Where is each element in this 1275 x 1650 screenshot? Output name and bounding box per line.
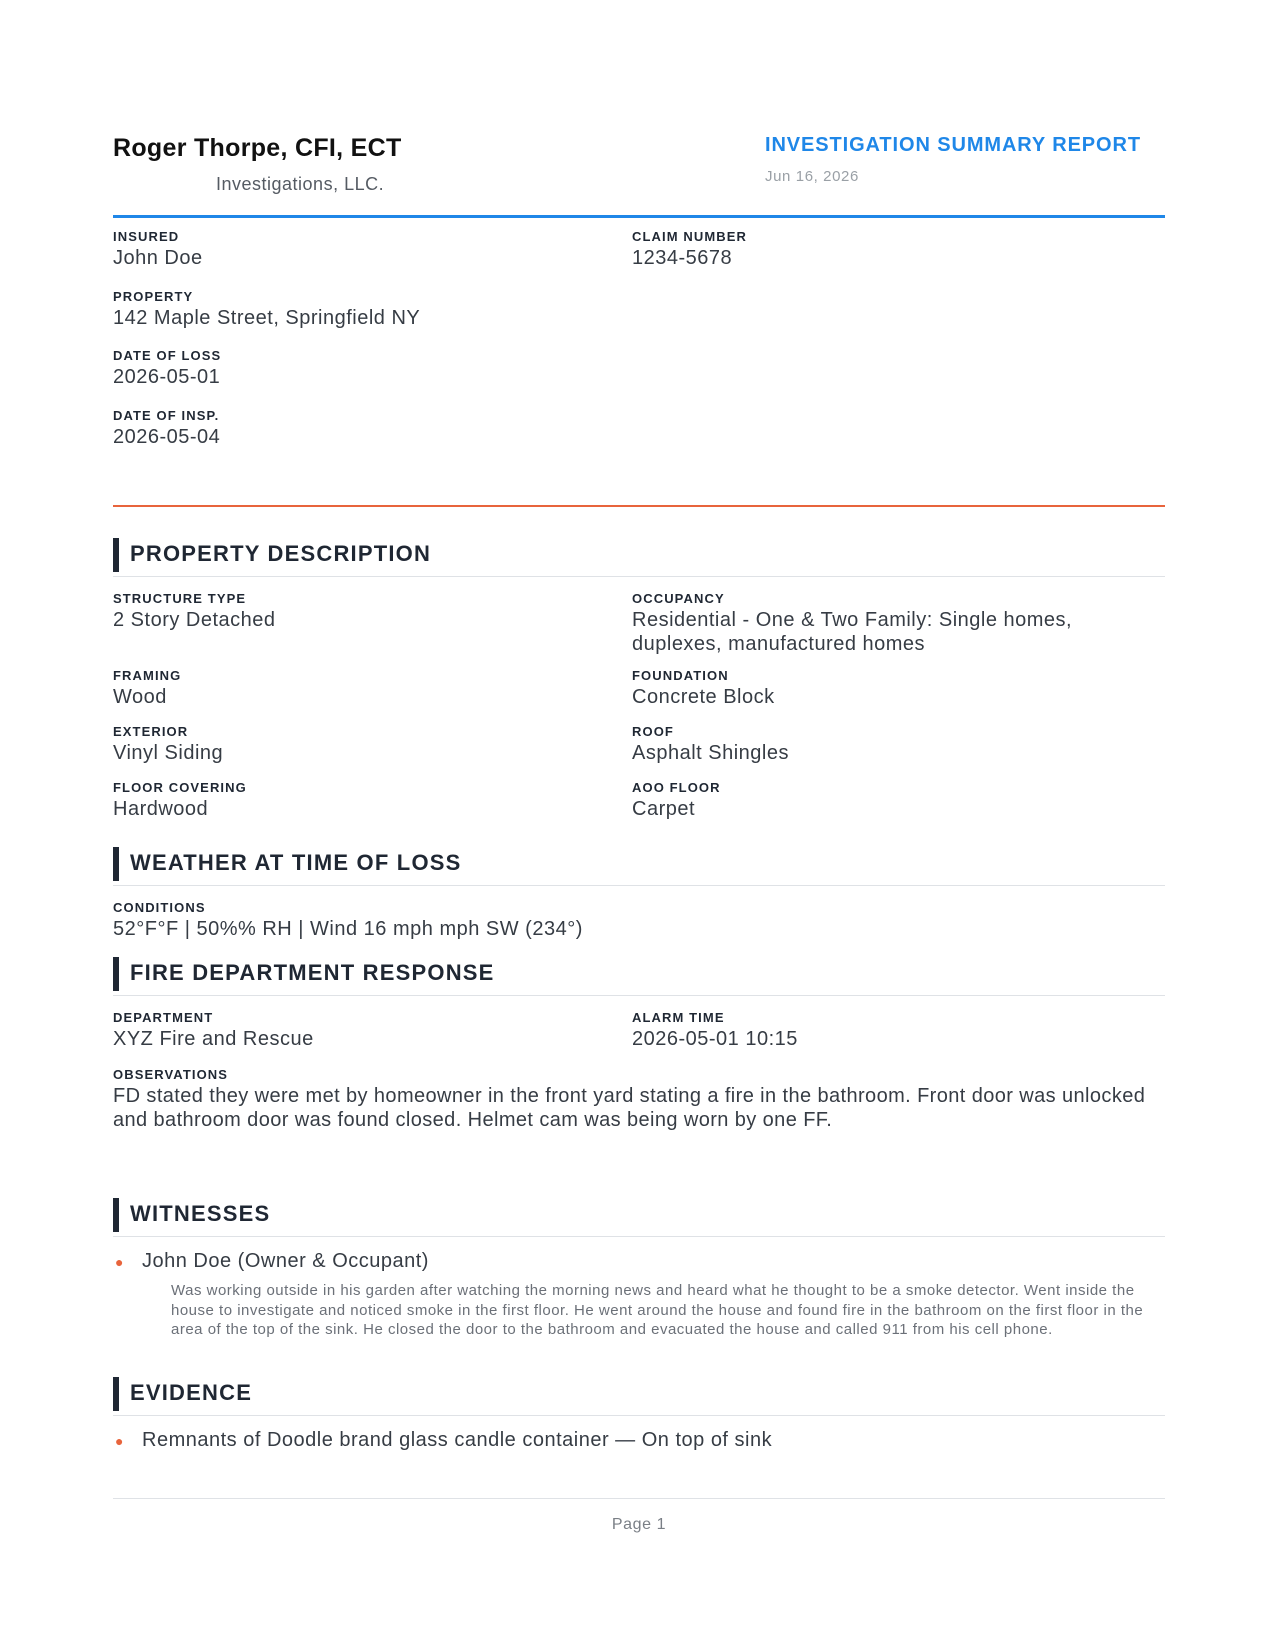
claim-number-label: CLAIM NUMBER: [632, 229, 748, 244]
date-of-insp-field: [113, 408, 220, 449]
foundation-value: Concrete Block: [632, 686, 775, 708]
heading-bar: [113, 1377, 119, 1411]
claim-number-value: 1234-5678: [632, 247, 733, 269]
heading-text: PROPERTY DESCRIPTION: [130, 541, 432, 566]
witnesses-heading: [113, 1194, 1165, 1237]
exterior-field: [113, 724, 223, 765]
conditions-field: [113, 900, 583, 941]
witness-statement: Was working outside in his garden after watching the morning news and heard what he thought to be a smoke detector. Went inside the house to investigate and noticed smoke in the first floor. He went around the house and found fire in the bathroom on the first floor in the area of the top of the sink. He closed the door to the bathroom and evacuated the house and called 911 from his cell phone.: [171, 1282, 1144, 1338]
aoo-floor-label: AOO FLOOR: [632, 780, 721, 795]
aoo-floor-value: Carpet: [632, 798, 696, 820]
fire-department-heading: [113, 953, 1165, 996]
exterior-value: Vinyl Siding: [113, 742, 224, 764]
foundation-field: [632, 668, 775, 709]
floor-covering-field: [113, 780, 247, 821]
conditions-value: 52°F°F | 50%% RH | Wind 16 mph mph SW (234°): [113, 918, 583, 940]
structure-type-field: [113, 591, 276, 632]
occupancy-value: Residential - One & Two Family: Single homes, duplexes, manufactured homes: [632, 609, 1073, 655]
structure-type-value: 2 Story Detached: [113, 609, 276, 631]
observations-field: [113, 1067, 1165, 1132]
alarm-time-value: 2026-05-01 10:15: [632, 1028, 798, 1050]
conditions-label: CONDITIONS: [113, 900, 206, 915]
department-field: [113, 1010, 314, 1051]
property-description-heading: [113, 534, 1165, 577]
header-divider: [113, 215, 1165, 218]
framing-value: Wood: [113, 686, 167, 708]
claim-number-field: [632, 229, 747, 270]
company-name: Investigations, LLC.: [216, 174, 385, 194]
report-title: INVESTIGATION SUMMARY REPORT: [765, 134, 1141, 156]
observations-label: OBSERVATIONS: [113, 1067, 229, 1082]
section-divider: [113, 505, 1165, 507]
insured-label: INSURED: [113, 229, 180, 244]
floor-covering-value: Hardwood: [113, 798, 209, 820]
date-of-insp-label: DATE OF INSP.: [113, 408, 220, 423]
roof-value: Asphalt Shingles: [632, 742, 789, 764]
date-of-loss-label: DATE OF LOSS: [113, 348, 222, 363]
date-of-insp-value: 2026-05-04: [113, 426, 221, 448]
framing-label: FRAMING: [113, 668, 182, 683]
date-of-loss-value: 2026-05-01: [113, 366, 221, 388]
alarm-time-field: [632, 1010, 798, 1051]
floor-covering-label: FLOOR COVERING: [113, 780, 247, 795]
department-value: XYZ Fire and Rescue: [113, 1028, 314, 1050]
heading-text: WITNESSES: [130, 1201, 271, 1226]
structure-type-label: STRUCTURE TYPE: [113, 591, 247, 606]
heading-bar: [113, 1198, 119, 1232]
department-label: DEPARTMENT: [113, 1010, 214, 1025]
roof-field: [632, 724, 789, 765]
heading-bar: [113, 538, 119, 572]
property-value: 142 Maple Street, Springfield NY: [113, 307, 421, 329]
heading-text: WEATHER AT TIME OF LOSS: [130, 850, 462, 875]
occupancy-label: OCCUPANCY: [632, 591, 725, 606]
insured-value: John Doe: [113, 247, 203, 269]
exterior-label: EXTERIOR: [113, 724, 189, 739]
roof-label: ROOF: [632, 724, 674, 739]
insured-field: [113, 229, 203, 270]
footer-divider: [113, 1498, 1165, 1499]
heading-text: EVIDENCE: [130, 1380, 253, 1405]
alarm-time-label: ALARM TIME: [632, 1010, 725, 1025]
page-number: Page 1: [611, 1516, 667, 1533]
weather-heading: [113, 843, 1165, 886]
date-of-loss-field: [113, 348, 221, 389]
property-field: [113, 289, 420, 330]
heading-text: FIRE DEPARTMENT RESPONSE: [130, 960, 495, 985]
observations-value: FD stated they were met by homeowner in the front yard stating a fire in the bathroom. Front door was unlocked and bathroom door was found closed. Helmet cam was being worn by one FF.: [113, 1085, 1146, 1131]
investigator-name: Roger Thorpe, CFI, ECT: [113, 134, 402, 162]
property-label: PROPERTY: [113, 289, 194, 304]
evidence-text: Remnants of Doodle brand glass candle container — On top of sink: [142, 1429, 773, 1451]
report-header: [113, 130, 1165, 218]
foundation-label: FOUNDATION: [632, 668, 729, 683]
occupancy-field: [632, 591, 1165, 656]
heading-bar: [113, 957, 119, 991]
heading-bar: [113, 847, 119, 881]
evidence-heading: [113, 1373, 1165, 1416]
aoo-floor-field: [632, 780, 721, 821]
framing-field: [113, 668, 181, 709]
witness-name: John Doe (Owner & Occupant): [142, 1250, 429, 1272]
bullet-dot-icon: ●: [115, 1254, 124, 1270]
bullet-dot-icon: ●: [115, 1433, 124, 1449]
report-date: Jun 16, 2026: [765, 168, 859, 185]
